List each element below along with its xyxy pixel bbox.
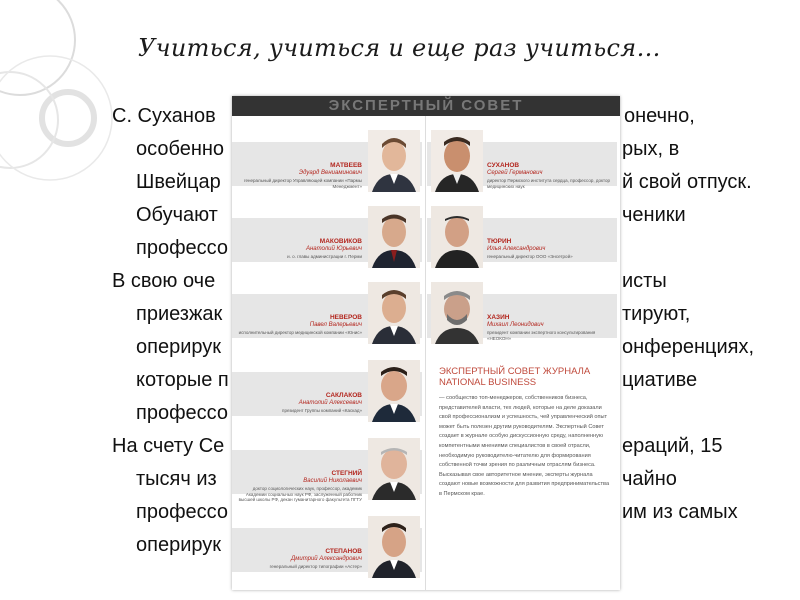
magazine-insert [232,96,620,590]
person-card [232,124,422,202]
fragment: ераций, 15 [622,435,723,457]
fragment: исты [622,270,667,292]
person-surname: СТЕПАНОВ [325,548,362,555]
person-name: Илья Александрович [487,246,546,252]
person-role: генеральный директор типографии «Астер» [269,564,362,569]
bullet-1 [112,100,228,265]
portrait-photo [368,360,420,422]
fragment: ченики [622,204,686,226]
person-name: Павел Валерьевич [309,322,362,328]
person-card [427,124,617,202]
person-card [232,432,422,510]
person-card [232,354,422,432]
bullet-line: приезжак [136,303,223,325]
bullet-line: Обучают [136,204,218,226]
bullet-line: На счету Се [112,435,225,457]
fragment: й свой отпуск. [622,171,752,193]
portrait-photo [368,516,420,578]
bullet-line: С. Суханов [112,105,216,127]
bullet-line: профессо [136,237,229,259]
person-card [427,200,617,278]
portrait-photo [368,282,420,344]
person-surname: САКЛАКОВ [325,392,362,399]
person-surname: МАТВЕЕВ [330,162,362,169]
council-text: — сообщество топ-менеджеров, собственников бизнеса, представителей власти, тех людей, которые на деле доказали свой профессионализм и успешность, чей управленческий опыт может быть полезен другим руководителям. Экспертный Совет создает в журнале особую дискуссионную среду, наполненную компетентными мнениями специалистов в своей отрасли, необходимую руководителю-читателю для формирования собственной точки зрения по различным отраслям бизнеса. Высказывая свое авторитетное мнение, эксперты журнала создают новые возможности для развития предпринимательства в Пермском крае. [439,395,610,497]
portrait-photo [431,130,483,192]
slide-title: Учиться, учиться и еще раз учиться… [138,34,661,62]
bullet-3 [112,430,228,562]
person-role: президент компании экспертного консультирования «НЕОКОН» [487,330,596,341]
person-name: Дмитрий Александрович [291,556,362,562]
divider [425,116,426,590]
person-role: генеральный директор Управляющей компании «Пармы Менеджмент» [243,178,362,189]
person-role: генеральный директор ООО «Энсетрой» [487,254,573,259]
person-name: Михаил Леонидович [487,322,544,328]
bullet-line: особенно [136,138,225,160]
person-card [232,510,422,588]
person-role: и. о. главы администрации г. Перми [287,254,362,259]
person-name: Василий Николаевич [303,478,362,484]
person-card [232,200,422,278]
person-card [427,276,617,354]
bullet-line: В свою оче [112,270,216,292]
person-role: директор Пермского института сердца, профессор, доктор медицинских наук [487,178,611,189]
person-surname: НЕВЕРОВ [329,314,362,321]
bullet-line: профессо [136,501,229,523]
person-surname: ХАЗИН [487,314,510,321]
bullet-line: Швейцар [136,171,221,193]
portrait-photo [431,206,483,268]
insert-header: ЭКСПЕРТНЫЙ СОВЕТ [232,96,620,116]
person-surname: СТЕГНИЙ [331,470,362,477]
bullet-line: оперирук [136,534,222,556]
person-role: исполнительный директор медицинской компании «Юнис» [238,330,362,335]
bullet-2 [112,265,229,430]
portrait-photo [368,438,420,500]
bullet-line: которые п [136,369,229,391]
person-role: доктор социологических наук, профессор, академик Академии социальных наук РФ, заслуженный работник высшей школы РФ, декан гуманитарного факультета ПГТУ [238,486,362,502]
portrait-photo [368,130,420,192]
fragment: онечно, [624,105,695,127]
person-name: Анатолий Юрьевич [305,246,362,252]
fragment: им из самых [622,501,738,523]
expert-council-block [429,354,617,586]
person-card [232,276,422,354]
person-surname: СУХАНОВ [487,162,520,169]
fragment: чайно [622,468,677,490]
bullet-line: профессо [136,402,229,424]
portrait-photo [368,206,420,268]
portrait-photo [431,282,483,344]
decorative-rings [0,0,120,600]
person-role: президент Группы компаний «Каскад» [282,408,362,413]
person-surname: ТЮРИН [487,238,512,245]
person-surname: МАКОВИКОВ [319,238,362,245]
person-name: Эдуард Вениаминович [298,170,362,176]
person-name: Анатолий Алексеевич [298,400,362,406]
fragment: тируют, [622,303,691,325]
council-title: ЭКСПЕРТНЫЙ СОВЕТ ЖУРНАЛА NATIONAL BUSINESS [439,366,591,388]
fragment: онференциях, [622,336,755,358]
fragment: циативе [622,369,698,391]
bullet-line: тысяч из [136,468,217,490]
fragment: рых, в [622,138,680,160]
bullet-line: оперирук [136,336,222,358]
person-name: Сергей Германович [487,170,543,176]
